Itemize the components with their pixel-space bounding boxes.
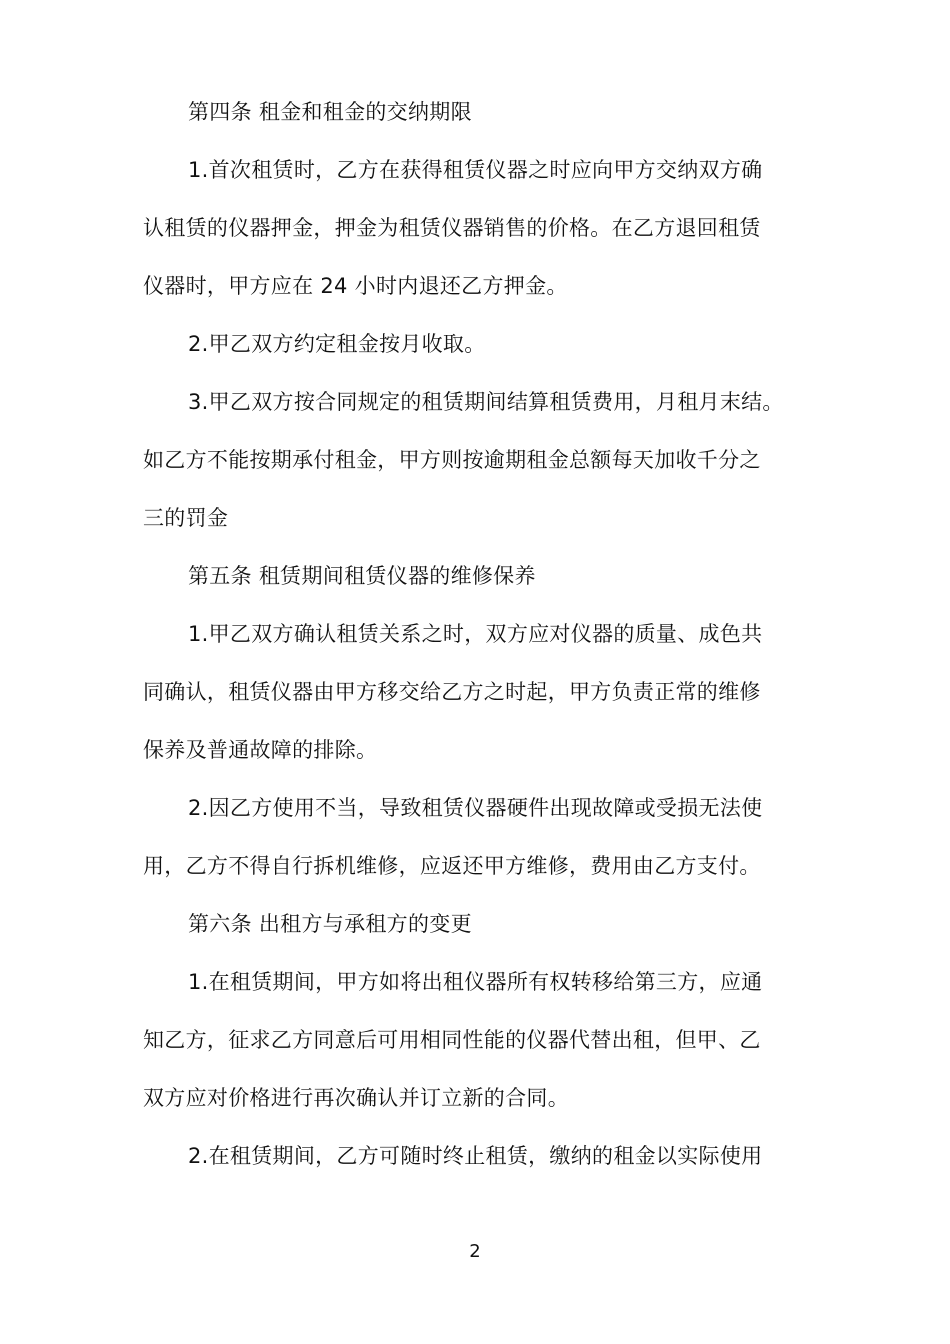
paragraph-line: 保养及普通故障的排除。 xyxy=(143,738,378,762)
paragraph-line: 1.在租赁期间，甲方如将出租仪器所有权转移给第三方，应通 xyxy=(188,970,763,994)
paragraph-line: 2.甲乙双方约定租金按月收取。 xyxy=(188,332,486,356)
article-5-heading: 第五条 租赁期间租赁仪器的维修保养 xyxy=(188,564,536,588)
paragraph-line: 2.因乙方使用不当，导致租赁仪器硬件出现故障或受损无法使 xyxy=(188,796,763,820)
article-6-heading: 第六条 出租方与承租方的变更 xyxy=(188,912,472,936)
paragraph-line: 认租赁的仪器押金，押金为租赁仪器销售的价格。在乙方退回租赁 xyxy=(143,216,761,240)
paragraph-line: 同确认，租赁仪器由甲方移交给乙方之时起，甲方负责正常的维修 xyxy=(143,680,761,704)
paragraph-line: 1.首次租赁时，乙方在获得租赁仪器之时应向甲方交纳双方确 xyxy=(188,158,763,182)
paragraph-line: 用，乙方不得自行拆机维修，应返还甲方维修，费用由乙方支付。 xyxy=(143,854,761,878)
paragraph-line: 三的罚金 xyxy=(143,506,229,530)
paragraph-line: 3.甲乙双方按合同规定的租赁期间结算租赁费用，月租月末结。 xyxy=(188,390,784,414)
document-body xyxy=(143,90,823,1192)
paragraph-line: 双方应对价格进行再次确认并订立新的合同。 xyxy=(143,1086,569,1110)
page-number: 2 xyxy=(469,1241,481,1262)
paragraph-line: 如乙方不能按期承付租金，甲方则按逾期租金总额每天加收千分之 xyxy=(143,448,761,472)
paragraph-line: 1.甲乙双方确认租赁关系之时，双方应对仪器的质量、成色共 xyxy=(188,622,763,646)
paragraph-line: 2.在租赁期间，乙方可随时终止租赁，缴纳的租金以实际使用 xyxy=(188,1144,763,1168)
paragraph-line: 仪器时，甲方应在 24 小时内退还乙方押金。 xyxy=(143,274,568,298)
paragraph-line: 知乙方，征求乙方同意后可用相同性能的仪器代替出租，但甲、乙 xyxy=(143,1028,761,1052)
article-4-heading: 第四条 租金和租金的交纳期限 xyxy=(188,100,472,124)
